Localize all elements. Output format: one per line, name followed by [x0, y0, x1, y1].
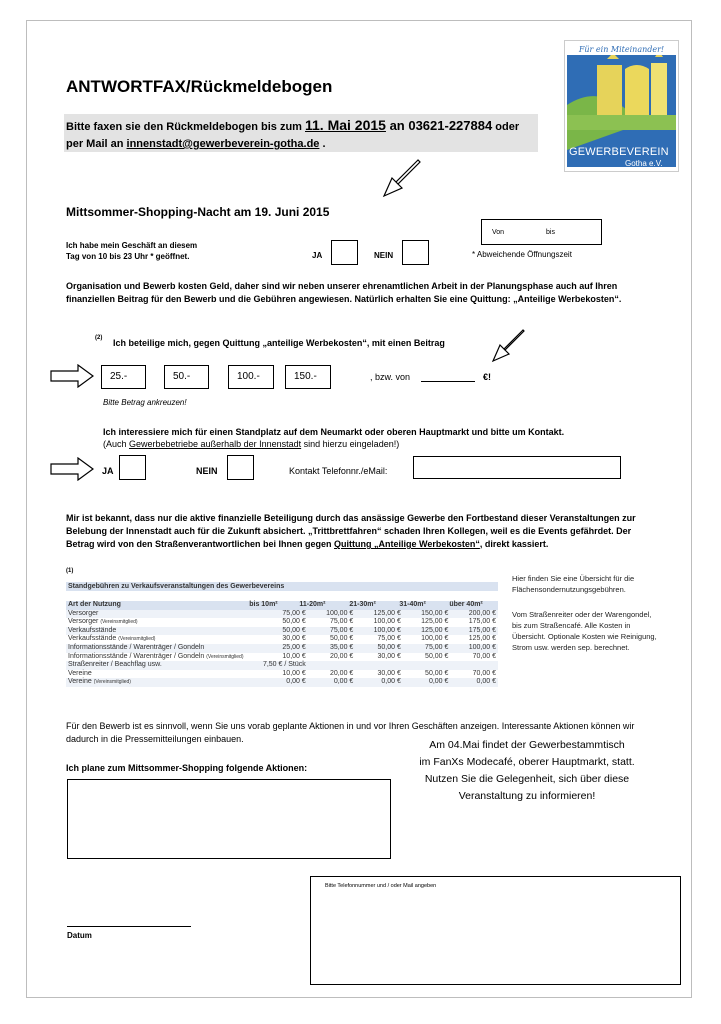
- fees-cell: 75,00 €: [425, 643, 449, 651]
- phone-mail-field[interactable]: [310, 876, 681, 985]
- hours-note: * Abweichende Öffnungszeit: [472, 250, 572, 259]
- logo-city: Gotha e.V.: [625, 159, 663, 168]
- fees-cell: 75,00 €: [377, 635, 401, 643]
- fees-cell: 30,00 €: [377, 652, 401, 660]
- fees-cell: 125,00 €: [421, 626, 449, 634]
- stand-interest-text: Ich interessiere mich für einen Standplatz auf dem Neumarkt oder oberen Hauptmarkt und bitte um Kontakt.: [103, 427, 565, 437]
- fees-cell: 150,00 €: [421, 609, 449, 617]
- arrow-down-left-icon: [490, 328, 526, 364]
- fees-cell: 30,00 €: [377, 669, 401, 677]
- phone-mail-label: Bitte Telefonnummer und / oder Mail angeben: [325, 883, 437, 889]
- planned-actions-textarea[interactable]: [67, 779, 391, 859]
- fees-row-label: Versorger: [68, 609, 99, 617]
- footnote-2-marker: (2): [95, 335, 103, 341]
- fees-row-label: Straßenreiter / Beachflag usw.: [68, 661, 162, 669]
- fees-cell: 50,00 €: [282, 618, 306, 626]
- arrow-right-icon: [50, 457, 94, 481]
- opening-question-line2: Tag von 10 bis 23 Uhr * geöffnet.: [66, 252, 190, 261]
- date-label: Datum: [67, 931, 92, 940]
- opening-question: [66, 240, 197, 262]
- stand-note-prefix: (Auch: [103, 439, 130, 449]
- fees-table: [66, 582, 498, 687]
- amount-hint: Bitte Betrag ankreuzen!: [103, 398, 187, 407]
- fees-side-note-2: Vom Straßenreiter oder der Warengondel, bis zum Straßencafé. Alle Kosten in Übersicht. Optionale Kosten wie Reinigung, Strom usw. werden sep. berechnet.: [512, 610, 657, 652]
- fees-cell: 100,00 €: [373, 618, 401, 626]
- fax-number: an 03621-227884: [385, 118, 493, 133]
- fees-row-name: [66, 670, 257, 679]
- fees-row-note: (Vereinsmitglied): [206, 653, 244, 660]
- fees-cell: [450, 661, 498, 670]
- fees-row: [66, 610, 498, 619]
- fees-cell: 70,00 €: [472, 652, 496, 660]
- fees-header-cell: 21-30m²: [349, 601, 376, 608]
- fees-body: [66, 610, 498, 687]
- fees-cell: 175,00 €: [468, 618, 496, 626]
- fees-row-name: [66, 644, 257, 653]
- stand-no-label: NEIN: [196, 466, 218, 476]
- fees-cell: 50,00 €: [282, 626, 306, 634]
- fees-row: [66, 618, 498, 627]
- fees-row-label: Verkaufsstände: [68, 635, 117, 643]
- fees-table-title: Standgebühren zu Verkaufsveranstaltungen des Gewerbevereins: [66, 582, 498, 591]
- fees-cell: 7,50 € / Stück: [262, 661, 306, 669]
- announcement-line: Am 04.Mai findet der Gewerbestammtisch: [429, 739, 625, 751]
- fees-cell: 100,00 €: [421, 635, 449, 643]
- other-amount-label: , bzw. von: [370, 372, 411, 382]
- plan-label: Ich plane zum Mittsommer-Shopping folgende Aktionen:: [66, 763, 308, 773]
- fees-cell: 100,00 €: [326, 609, 354, 617]
- fees-row-note: (Vereinsmitglied): [93, 679, 131, 686]
- fees-cell: 35,00 €: [329, 643, 354, 651]
- fees-cell: 100,00 €: [468, 643, 496, 651]
- fees-grid: [66, 601, 498, 610]
- fees-cell: 175,00 €: [468, 626, 496, 634]
- fees-row-name: [66, 635, 257, 644]
- fees-cell: 50,00 €: [425, 669, 449, 677]
- fees-header-cell: 11-20m²: [299, 601, 326, 608]
- fees-cell: 0,00 €: [333, 678, 354, 686]
- amount-100-option[interactable]: 100.-: [228, 365, 274, 389]
- fees-cell: 20,00 €: [329, 669, 354, 677]
- fees-cell: 10,00 €: [282, 652, 306, 660]
- fees-row-label: Informationsstände / Warenträger / Gondeln: [68, 643, 205, 651]
- fees-row: [66, 644, 498, 653]
- logo: [564, 40, 679, 172]
- logo-name: GEWERBEVEREIN: [569, 146, 669, 158]
- stand-note-suffix: sind hierzu eingeladen!): [301, 439, 400, 449]
- fees-row-note: (Vereinsmitglied): [118, 636, 156, 643]
- notice-text-link: Quittung „Anteilige Werbekosten“: [334, 539, 480, 549]
- open-no-label: NEIN: [374, 251, 394, 260]
- announcement: [392, 737, 662, 805]
- fees-cell: [403, 661, 451, 670]
- fees-cell: 125,00 €: [468, 635, 496, 643]
- notice-text: [66, 512, 662, 551]
- fees-cell: 200,00 €: [468, 609, 496, 617]
- arrow-right-icon: [50, 364, 94, 388]
- stand-yes-label: JA: [102, 466, 114, 476]
- fees-cell: 30,00 €: [282, 635, 306, 643]
- hours-from-label: Von: [492, 229, 505, 236]
- fees-row-label: Informationsstände / Warenträger / Gondeln: [68, 652, 205, 660]
- fax-instruction: [66, 117, 556, 153]
- fees-row: [66, 661, 498, 670]
- intro-text: Organisation und Bewerb kosten Geld, daher sind wir neben unserer ehrenamtlichen Arbeit in der Planungsphase auch auf Ihren finanziellen Beitrag für den Bewerb und die Gebühren angewiesen. Natürlich erhalten Sie eine Quittung: „Anteilige Werbekosten“.: [66, 281, 622, 304]
- fax-text: Bitte faxen sie den Rückmeldebogen bis zum: [66, 121, 305, 133]
- fees-header-cell: Art der Nutzung: [68, 601, 121, 608]
- stand-note: [103, 439, 399, 449]
- fees-cell: 70,00 €: [472, 669, 496, 677]
- stand-yes-checkbox[interactable]: [119, 455, 146, 480]
- fax-text-end: .: [319, 138, 326, 150]
- fees-cell: 0,00 €: [286, 678, 306, 686]
- fees-cell: 125,00 €: [373, 609, 401, 617]
- fees-cell: 50,00 €: [329, 635, 354, 643]
- fees-row-name: [66, 627, 257, 636]
- arrow-down-left-icon: [380, 158, 422, 200]
- fees-cell: 75,00 €: [329, 618, 354, 626]
- fees-side-note-1: Hier finden Sie eine Übersicht für die Flächensondernutzungsgebühren.: [512, 574, 635, 594]
- fees-row-label: Verkaufsstände: [68, 626, 117, 634]
- contribution-text: Ich beteilige mich, gegen Quittung „anteilige Werbekosten“, mit einen Beitrag: [113, 338, 445, 348]
- notice-text-main: Mir ist bekannt, dass nur die aktive finanzielle Beteiligung durch das ansässige Gewerbe den Fortbestand dieser Veranstaltungen zur Belebung der Innenstadt auch für die Zukunft absichert. „Trittbrettfahren“ schaden Ihren Kollegen, weil es die Events gefährdet. Der Betrag wird von den Straßenverantwortlichen bei Ihnen gegen: [66, 513, 636, 549]
- fees-header-cell: 31-40m²: [399, 601, 426, 608]
- stand-note-link: Gewerbebetriebe außerhalb der Innenstadt: [129, 439, 302, 449]
- amount-150-option[interactable]: 150.-: [285, 365, 331, 389]
- fees-cell: 0,00 €: [476, 678, 496, 686]
- fees-cell: 75,00 €: [329, 626, 354, 634]
- fees-cell: 50,00 €: [425, 652, 449, 660]
- fees-row: [66, 627, 498, 636]
- footnote-1-marker: (1): [66, 568, 74, 574]
- fees-header-cell: über 40m²: [449, 601, 483, 608]
- opening-question-line1: Ich habe mein Geschäft an diesem: [66, 241, 198, 250]
- fees-cell: 100,00 €: [373, 626, 401, 634]
- fees-row-name: [66, 678, 257, 687]
- fees-cell: 50,00 €: [377, 643, 401, 651]
- fax-text-or: oder: [492, 121, 520, 133]
- fees-cell: 10,00 €: [282, 669, 306, 677]
- fees-header-cell: bis 10m²: [249, 601, 278, 608]
- announcement-line: Nutzen Sie die Gelegenheit, sich über diese: [424, 773, 630, 785]
- open-no-checkbox[interactable]: [402, 240, 429, 265]
- amount-50-option[interactable]: 50.-: [164, 365, 209, 389]
- contact-input[interactable]: [413, 456, 621, 479]
- notice-text-end: , direkt kassiert.: [479, 539, 549, 549]
- page-title: ANTWORTFAX/Rückmeldebogen: [66, 77, 333, 96]
- fees-cell: 75,00 €: [282, 609, 306, 617]
- fax-email-link[interactable]: innenstadt@gewerbeverein-gotha.de: [126, 138, 320, 150]
- contact-label: Kontakt Telefonnr./eMail:: [289, 466, 388, 476]
- fees-row-name: [66, 653, 257, 662]
- fees-row-note: (Vereinsmitglied): [100, 619, 138, 626]
- fees-row-name: [66, 618, 257, 627]
- currency-label: €!: [483, 372, 492, 382]
- fees-row-name: [66, 610, 257, 619]
- fees-row: [66, 635, 498, 644]
- open-yes-checkbox[interactable]: [331, 240, 358, 265]
- fees-cell: 20,00 €: [329, 652, 354, 660]
- fees-cell: [308, 661, 356, 670]
- fees-cell: [355, 661, 403, 670]
- event-title: Mittsommer-Shopping-Nacht am 19. Juni 2015: [66, 205, 330, 219]
- fees-row-label: Vereine: [68, 669, 92, 677]
- fees-row-name: [66, 661, 257, 670]
- announcement-line: im FanXs Modecafé, oberer Hauptmarkt, statt.: [419, 756, 635, 768]
- actions-text: Für den Bewerb ist es sinnvoll, wenn Sie uns vorab geplante Aktionen in und vor Ihren Geschäften anzeigen. Interessante Aktionen können wir dadurch in die Pressemitteilungen einbauen.: [66, 721, 635, 744]
- fees-row-label: Versorger: [68, 618, 99, 626]
- other-amount-input[interactable]: [421, 381, 475, 382]
- fees-row: [66, 678, 498, 687]
- hours-to-label: bis: [546, 229, 555, 236]
- fees-row: [66, 670, 498, 679]
- date-line[interactable]: [67, 926, 191, 927]
- announcement-line: Veranstaltung zu informieren!: [458, 790, 596, 802]
- fees-row: [66, 653, 498, 662]
- fax-deadline: 11. Mai 2015: [305, 117, 386, 133]
- fax-text-mail: per Mail an: [66, 138, 127, 150]
- fees-cell: 0,00 €: [381, 678, 401, 686]
- amount-25-option[interactable]: 25.-: [101, 365, 146, 389]
- stand-no-checkbox[interactable]: [227, 455, 254, 480]
- open-yes-label: JA: [312, 251, 323, 260]
- fees-cell: 25,00 €: [282, 643, 306, 651]
- fees-header-row: [66, 601, 498, 610]
- alternative-hours-field[interactable]: [481, 219, 602, 245]
- logo-slogan: Für ein Miteinander!: [578, 45, 665, 54]
- fees-cell: 0,00 €: [428, 678, 449, 686]
- fees-row-label: Vereine: [68, 678, 92, 686]
- fees-cell: 125,00 €: [421, 618, 449, 626]
